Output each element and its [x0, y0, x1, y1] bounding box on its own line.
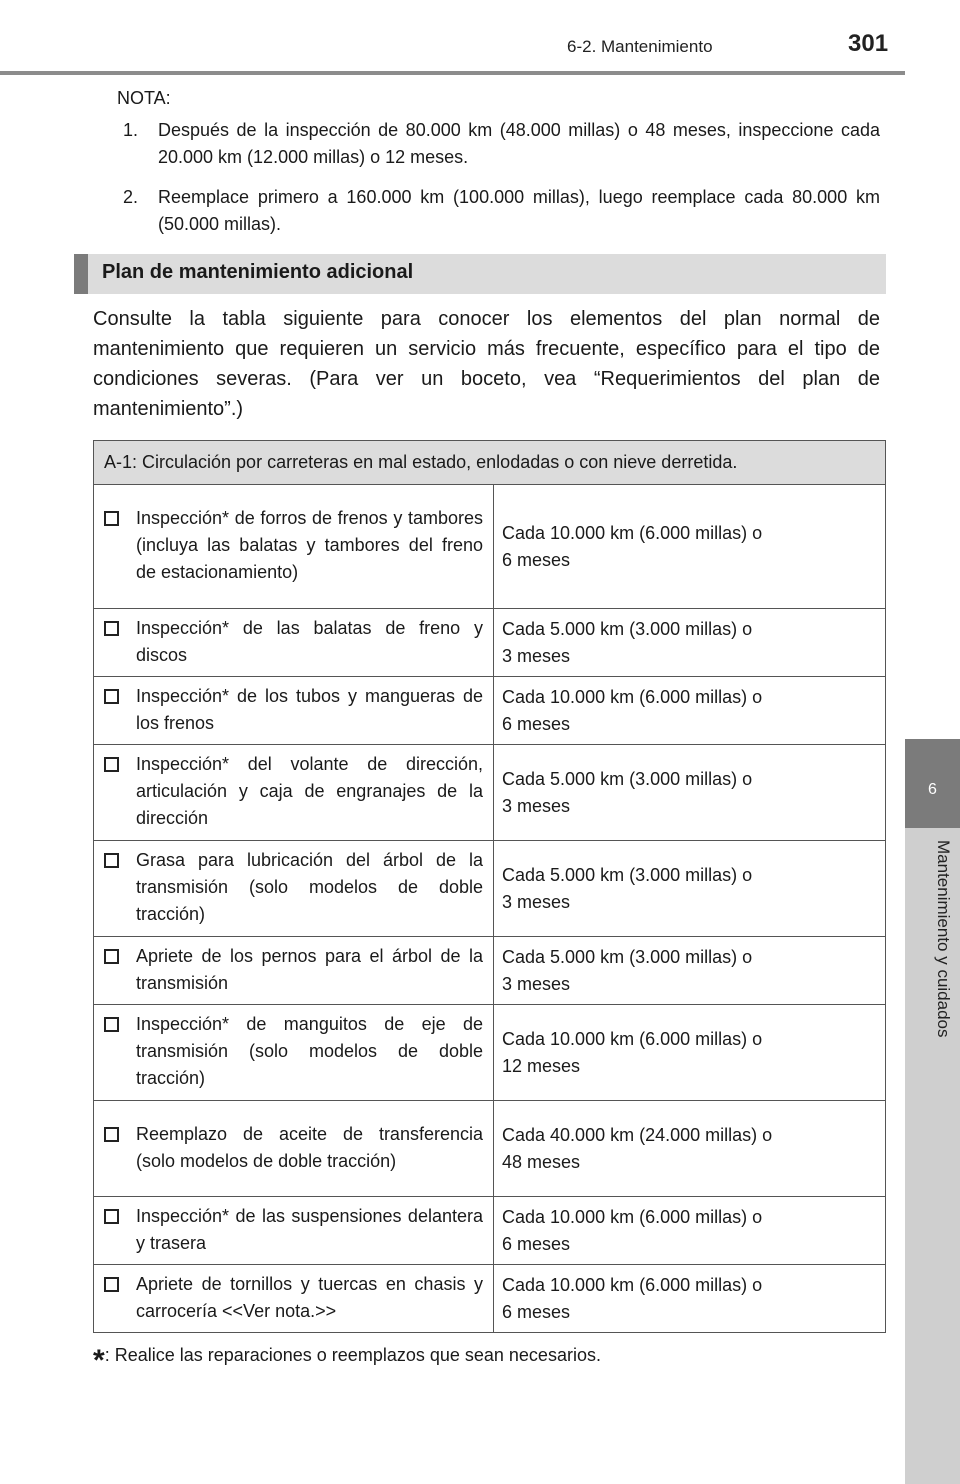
- interval-time: 12 meses: [502, 1055, 581, 1076]
- item-text: Inspección* de forros de frenos y tambores (incluya las balatas y tambores del freno de estacionamiento): [136, 508, 483, 582]
- item-text: Inspección* de manguitos de eje de transmisión (solo modelos de doble tracción): [136, 1014, 483, 1088]
- interval-time: 3 meses: [502, 891, 571, 912]
- checkbox-icon[interactable]: [104, 949, 119, 964]
- item-text: Reemplazo de aceite de transferencia (solo modelos de doble tracción): [136, 1123, 483, 1171]
- note-item-text: Después de la inspección de 80.000 km (48.000 millas) o 48 meses, inspeccione cada 20.000 km (12.000 millas) o 12 meses.: [158, 120, 880, 167]
- table-row: [94, 841, 886, 937]
- interval-cell: [494, 1197, 886, 1265]
- intro-paragraph: Consulte la tabla siguiente para conocer los elementos del plan normal de mantenimiento que requieren un servicio más frecuente, específico para el tipo de condiciones severas. (Para ver un boceto, vea “Requerimientos del plan de mantenimiento”.): [93, 308, 880, 420]
- interval-time: 3 meses: [502, 973, 571, 994]
- interval-distance: Cada 10.000 km (6.000 millas) o: [502, 1274, 763, 1295]
- note-item-number: 1.: [123, 120, 139, 140]
- table-row: [94, 745, 886, 841]
- interval-cell: [494, 937, 886, 1005]
- item-text: Apriete de los pernos para el árbol de la transmisión: [136, 945, 483, 993]
- interval-distance: Cada 10.000 km (6.000 millas) o: [502, 1028, 763, 1049]
- note-item-number: 2.: [123, 187, 139, 207]
- checkbox-icon[interactable]: [104, 1127, 119, 1142]
- interval-distance: Cada 5.000 km (3.000 millas) o: [502, 864, 753, 885]
- footnote-marker: *: [93, 1344, 105, 1377]
- chapter-tab[interactable]: [905, 739, 960, 828]
- item-text: Grasa para lubricación del árbol de la transmisión (solo modelos de doble tracción): [136, 850, 483, 924]
- table-row: [94, 1005, 886, 1101]
- interval-cell: [494, 1101, 886, 1197]
- interval-time: 6 meses: [502, 713, 571, 734]
- interval-cell: [494, 841, 886, 937]
- item-cell: [94, 745, 494, 841]
- interval-cell: [494, 677, 886, 745]
- note-title: NOTA:: [117, 88, 171, 108]
- interval-distance: Cada 5.000 km (3.000 millas) o: [502, 946, 753, 967]
- table-row: [94, 609, 886, 677]
- table-row: [94, 677, 886, 745]
- item-cell: [94, 609, 494, 677]
- interval-cell: [494, 745, 886, 841]
- checkbox-icon[interactable]: [104, 853, 119, 868]
- table-row: [94, 1265, 886, 1333]
- interval-cell: [494, 1265, 886, 1333]
- chapter-tab-number: 6: [928, 781, 937, 798]
- checkbox-icon[interactable]: [104, 1017, 119, 1032]
- interval-cell: [494, 609, 886, 677]
- table-row: [94, 937, 886, 1005]
- table-row: [94, 485, 886, 609]
- item-cell: [94, 1265, 494, 1333]
- item-cell: [94, 1101, 494, 1197]
- item-text: Inspección* de los tubos y mangueras de los frenos: [136, 685, 483, 733]
- item-text: Apriete de tornillos y tuercas en chasis y carrocería <<Ver nota.>>: [136, 1273, 483, 1321]
- interval-time: 3 meses: [502, 645, 571, 666]
- note-item-text: Reemplace primero a 160.000 km (100.000 millas), luego reemplace cada 80.000 km (50.000 millas).: [158, 187, 880, 234]
- page-number: 301: [848, 30, 889, 57]
- interval-cell: [494, 485, 886, 609]
- footnote-text: : Realice las reparaciones o reemplazos que sean necesarios.: [104, 1345, 601, 1365]
- checkbox-icon[interactable]: [104, 689, 119, 704]
- item-cell: [94, 485, 494, 609]
- table-header-row: [94, 441, 886, 485]
- checkbox-icon[interactable]: [104, 1277, 119, 1292]
- interval-time: 48 meses: [502, 1151, 581, 1172]
- item-cell: [94, 841, 494, 937]
- header-divider: [0, 71, 905, 75]
- note-item: [123, 184, 880, 238]
- interval-cell: [494, 1005, 886, 1101]
- item-text: Inspección* del volante de dirección, articulación y caja de engranajes de la dirección: [136, 754, 483, 828]
- table-header: A-1: Circulación por carreteras en mal estado, enlodadas o con nieve derretida.: [94, 441, 886, 485]
- interval-time: 6 meses: [502, 1233, 571, 1254]
- interval-distance: Cada 10.000 km (6.000 millas) o: [502, 1206, 763, 1227]
- item-cell: [94, 1197, 494, 1265]
- interval-distance: Cada 10.000 km (6.000 millas) o: [502, 522, 763, 543]
- item-text: Inspección* de las suspensiones delantera y trasera: [136, 1205, 483, 1253]
- item-cell: [94, 677, 494, 745]
- section-title: 6-2. Mantenimiento: [567, 37, 713, 56]
- section-heading-text: Plan de mantenimiento adicional: [102, 261, 414, 283]
- interval-distance: Cada 5.000 km (3.000 millas) o: [502, 768, 753, 789]
- interval-distance: Cada 5.000 km (3.000 millas) o: [502, 618, 753, 639]
- checkbox-icon[interactable]: [104, 757, 119, 772]
- item-text: Inspección* de las balatas de freno y discos: [136, 617, 483, 665]
- interval-time: 6 meses: [502, 549, 571, 570]
- interval-distance: Cada 10.000 km (6.000 millas) o: [502, 686, 763, 707]
- note-item: [123, 117, 880, 171]
- section-heading: [74, 254, 886, 294]
- item-cell: [94, 937, 494, 1005]
- footnote: [93, 1335, 601, 1377]
- checkbox-icon[interactable]: [104, 511, 119, 526]
- interval-distance: Cada 40.000 km (24.000 millas) o: [502, 1124, 773, 1145]
- table-row: [94, 1197, 886, 1265]
- interval-time: 3 meses: [502, 795, 571, 816]
- item-cell: [94, 1005, 494, 1101]
- checkbox-icon[interactable]: [104, 1209, 119, 1224]
- interval-time: 6 meses: [502, 1301, 571, 1322]
- checkbox-icon[interactable]: [104, 621, 119, 636]
- chapter-label: Mantenimiento y cuidados: [934, 840, 953, 1038]
- table-row: [94, 1101, 886, 1197]
- maintenance-table: [93, 440, 886, 1333]
